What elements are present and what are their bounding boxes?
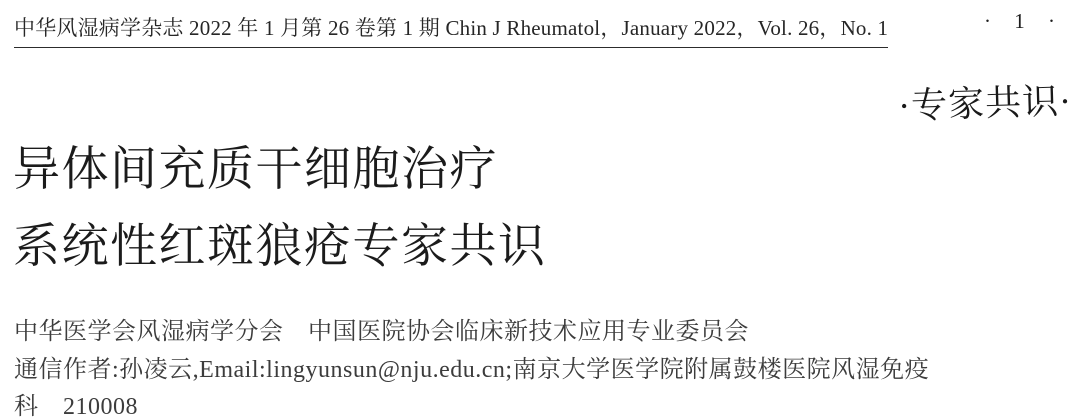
correspondence-line2: 科 210008 [14, 394, 138, 418]
author-organizations: 中华医学会风湿病学分会 中国医院协会临床新技术应用专业委员会 [14, 319, 749, 345]
page-number: · 1 · [984, 9, 1064, 33]
correspondence-line1: 通信作者:孙凌云,Email:lingyunsun@nju.edu.cn;南京大学医学院附属鼓楼医院风湿免疫 [14, 357, 930, 383]
section-label: ·专家共识· [897, 81, 1073, 127]
article-title-line2: 系统性红斑狼疮专家共识 [13, 221, 547, 273]
article-title [13, 132, 547, 286]
article-title-line1: 异体间充质干细胞治疗 [13, 144, 498, 196]
journal-citation: 中华风湿病学杂志 2022 年 1 月第 26 卷第 1 期 Chin J Rheumatol，January 2022，Vol. 26，No. 1 [14, 12, 888, 48]
